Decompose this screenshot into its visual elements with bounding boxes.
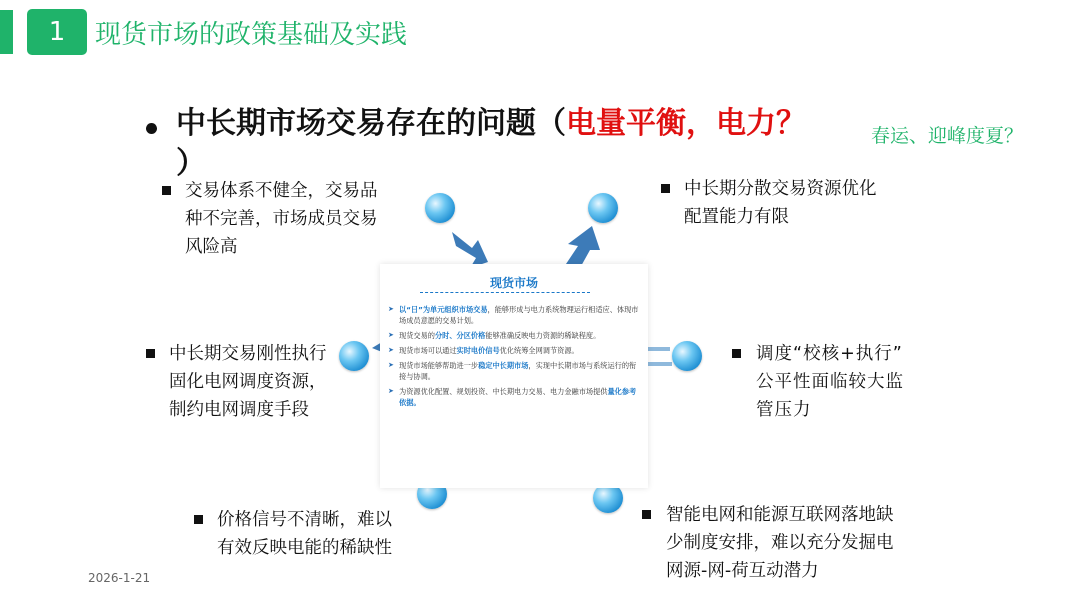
heading-suffix: ） — [176, 146, 206, 181]
line: 少制度安排，难以充分发掘电 — [666, 533, 894, 553]
footer-date: 2026-1-21 — [88, 571, 151, 585]
item-marker — [194, 515, 203, 524]
side-note: 春运、迎峰度夏？ — [871, 125, 1024, 147]
heading-prefix: 中长期市场交易存在的问题（ — [176, 106, 566, 141]
node-ball-top-left — [425, 193, 455, 223]
line: 交易体系不健全，交易品 — [185, 181, 378, 201]
arrow-mid-right-bar-2 — [648, 362, 672, 366]
spot-market-card — [380, 264, 648, 488]
card-row — [387, 330, 642, 341]
arrow-top-right — [566, 226, 600, 268]
problem-top-right — [684, 175, 877, 231]
line: 网源-网-荷互动潜力 — [666, 561, 819, 581]
line: 调度“校核+执行” — [756, 344, 903, 364]
problem-top-left — [185, 177, 378, 261]
item-marker — [732, 349, 741, 358]
heading-highlight: 电量平衡，电力？ — [566, 106, 806, 141]
chevron-right-icon: ➤ — [388, 305, 394, 313]
line: 固化电网调度资源， — [169, 372, 327, 392]
row-text: 优化统筹全网调节资源。 — [499, 346, 579, 355]
line: 管压力 — [756, 400, 812, 420]
row-highlight: 稳定中长期市场 — [478, 361, 529, 370]
line: 公平性面临较大监 — [756, 372, 904, 392]
card-title: 现货市场 — [489, 276, 538, 290]
line: 种不完善，市场成员交易 — [185, 209, 378, 229]
chevron-right-icon: ➤ — [388, 346, 394, 354]
item-marker — [642, 510, 651, 519]
line: 中长期分散交易资源优化 — [684, 179, 877, 199]
card-row — [387, 386, 642, 408]
card-title-underline — [420, 292, 590, 293]
line: 制约电网调度手段 — [169, 400, 309, 420]
line: 配置能力有限 — [684, 207, 789, 227]
problem-bottom-left — [217, 506, 392, 562]
section-number-badge: 1 — [27, 9, 87, 55]
row-text: ，能够形成与电力系统物理运行相适应、体现市场成员意愿的交易计划。 — [399, 305, 639, 325]
row-text: ，实现中长期市场与系统运行的衔接与协调。 — [399, 361, 637, 381]
line: 中长期交易刚性执行 — [169, 344, 327, 364]
problem-bottom-right — [666, 501, 894, 585]
item-marker — [661, 184, 670, 193]
card-row — [387, 360, 642, 382]
line: 有效反映电能的稀缺性 — [217, 538, 392, 558]
arrow-mid-right-bar-1 — [648, 347, 670, 351]
row-prefix: 现货交易的 — [399, 331, 435, 340]
problem-mid-right — [756, 340, 904, 424]
card-row — [387, 304, 642, 326]
line: 风险高 — [185, 237, 238, 257]
item-marker — [146, 349, 155, 358]
problem-mid-left — [169, 340, 327, 424]
arrow-top-left — [452, 232, 488, 268]
chevron-right-icon: ➤ — [388, 387, 394, 395]
row-highlight: 量化参考依据。 — [399, 387, 637, 407]
row-text: 能够准确反映电力资源的稀缺程度。 — [485, 331, 601, 340]
row-highlight: 实时电价信号 — [456, 346, 500, 355]
chevron-right-icon: ➤ — [388, 331, 394, 339]
row-highlight: 分时、分区价格 — [434, 331, 486, 340]
row-prefix: 现货市场能够帮助进一步 — [399, 361, 479, 370]
chevron-right-icon: ➤ — [388, 361, 394, 369]
card-list — [387, 304, 642, 412]
node-ball-mid-right — [672, 341, 702, 371]
row-prefix: 现货市场可以通过 — [399, 346, 457, 355]
item-marker — [162, 186, 171, 195]
row-highlight: 以“日”为单元组织市场交易 — [399, 305, 488, 314]
node-ball-mid-left — [339, 341, 369, 371]
page-title: 现货市场的政策基础及实践 — [95, 20, 408, 50]
line: 智能电网和能源互联网落地缺 — [666, 505, 894, 525]
row-prefix: 为资源优化配置、规划投资、中长期电力交易、电力金融市场提供 — [399, 387, 608, 396]
line: 价格信号不清晰，难以 — [217, 510, 392, 530]
card-row — [387, 345, 642, 356]
node-ball-top-right — [588, 193, 618, 223]
